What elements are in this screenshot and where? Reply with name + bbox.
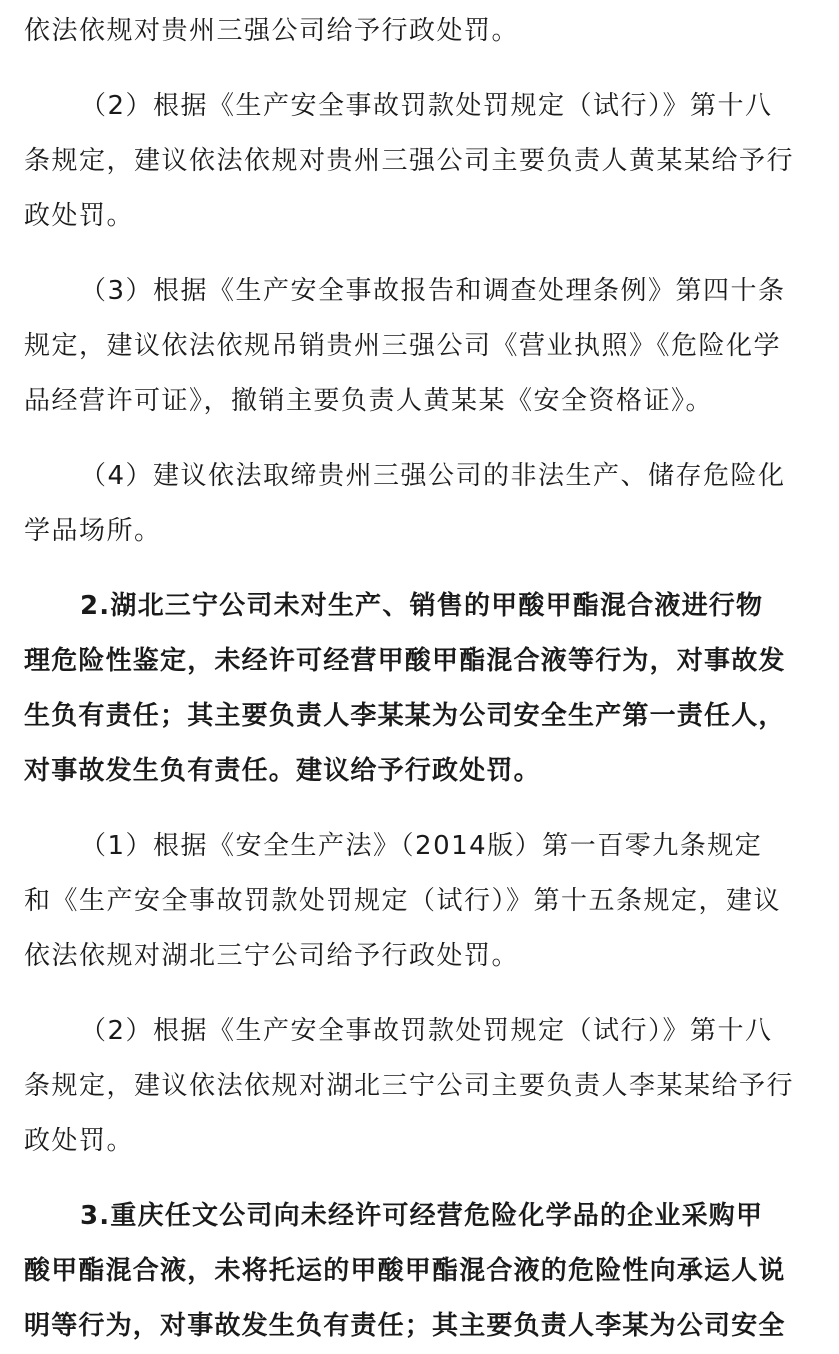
paragraph-8-heading <box>0 1189 839 1354</box>
text-line: 条规定，建议依法依规对贵州三强公司主要负责人黄某某给予行 <box>24 146 795 176</box>
text-line: 依法依规对湖北三宁公司给予行政处罚。 <box>24 941 520 971</box>
paragraph-7 <box>0 1004 839 1169</box>
text-line: 2.湖北三宁公司未对生产、销售的甲酸甲酯混合液进行物 <box>80 591 764 621</box>
text-line: 依法依规对贵州三强公司给予行政处罚。 <box>24 16 520 46</box>
document-page <box>0 4 839 1341</box>
text-line: 政处罚。 <box>24 1126 135 1156</box>
text-line: 明等行为，对事故发生负有责任；其主要负责人李某为公司安全 <box>24 1311 786 1341</box>
paragraph-5-heading <box>0 579 839 799</box>
text-line: 学品场所。 <box>24 516 162 546</box>
text-line: 品经营许可证》，撤销主要负责人黄某某《安全资格证》。 <box>24 386 714 416</box>
paragraph-2 <box>0 79 839 244</box>
paragraph-4 <box>0 449 839 559</box>
text-line: 生负有责任；其主要负责人李某某为公司安全生产第一责任人， <box>24 701 786 731</box>
text-line: （2）根据《生产安全事故罚款处罚规定（试行）》第十八 <box>80 1016 773 1046</box>
text-line: 规定，建议依法依规吊销贵州三强公司《营业执照》《危险化学 <box>24 331 782 361</box>
text-line: （4）建议依法取缔贵州三强公司的非法生产、储存危险化 <box>80 461 786 491</box>
text-line: （3）根据《生产安全事故报告和调查处理条例》第四十条 <box>80 276 786 306</box>
text-line: 3.重庆任文公司向未经许可经营危险化学品的企业采购甲 <box>80 1201 764 1231</box>
text-line: 酸甲酯混合液，未将托运的甲酸甲酯混合液的危险性向承运人说 <box>24 1256 786 1286</box>
paragraph-3 <box>0 264 839 429</box>
text-line: 和《生产安全事故罚款处罚规定（试行）》第十五条规定，建议 <box>24 886 782 916</box>
text-line: 理危险性鉴定，未经许可经营甲酸甲酯混合液等行为，对事故发 <box>24 646 786 676</box>
text-line: 条规定，建议依法依规对湖北三宁公司主要负责人李某某给予行 <box>24 1071 795 1101</box>
text-line: （2）根据《生产安全事故罚款处罚规定（试行）》第十八 <box>80 91 773 121</box>
text-line: （1）根据《安全生产法》（2014版）第一百零九条规定 <box>80 831 763 861</box>
paragraph-6 <box>0 819 839 984</box>
text-line: 政处罚。 <box>24 201 135 231</box>
paragraph-1 <box>0 4 839 59</box>
text-line: 对事故发生负有责任。建议给予行政处罚。 <box>24 756 541 786</box>
